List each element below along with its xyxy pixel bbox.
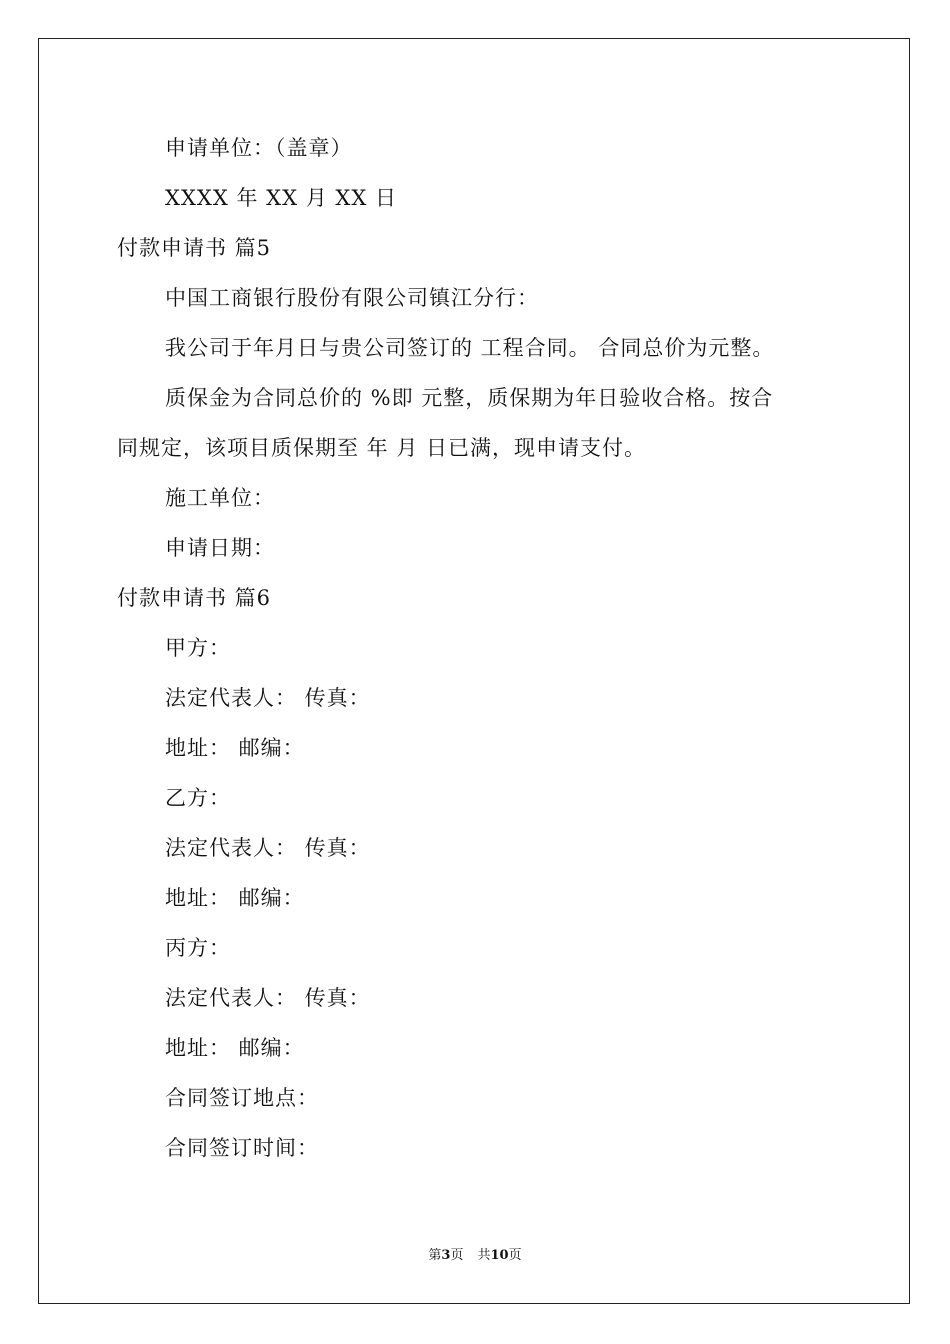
party-b-address-postcode: 地址： 邮编： xyxy=(165,886,305,910)
party-b-label: 乙方： xyxy=(165,786,231,810)
recipient-bank-line: 中国工商银行股份有限公司镇江分行： xyxy=(165,286,539,310)
contract-paragraph: 我公司于年月日与贵公司签订的 工程合同。 合同总价为元整。 xyxy=(165,336,775,360)
contract-signing-time: 合同签订时间： xyxy=(165,1136,319,1160)
applicant-seal-line: 申请单位：（盖章） xyxy=(165,136,353,160)
total-prefix: 共 xyxy=(477,1248,491,1263)
page-suffix: 页 xyxy=(450,1248,464,1263)
party-b-representative-fax: 法定代表人： 传真： xyxy=(165,836,371,860)
warranty-paragraph-line-2: 同规定，该项目质保期至 年 月 日已满，现申请支付。 xyxy=(117,436,647,460)
page-border xyxy=(38,38,910,1304)
party-c-address-postcode: 地址： 邮编： xyxy=(165,1036,305,1060)
party-c-representative-fax: 法定代表人： 传真： xyxy=(165,986,371,1010)
section-heading-6: 付款申请书 篇6 xyxy=(117,586,272,610)
party-a-label: 甲方： xyxy=(165,636,231,660)
application-date-line: 申请日期： xyxy=(165,536,275,560)
page-prefix: 第 xyxy=(428,1248,442,1263)
warranty-paragraph-line-1: 质保金为合同总价的 %即 元整，质保期为年日验收合格。按合 xyxy=(165,386,774,410)
date-line: XXXX 年 XX 月 XX 日 xyxy=(165,186,397,210)
total-suffix: 页 xyxy=(508,1248,522,1263)
current-page-number: 3 xyxy=(441,1248,451,1263)
section-heading-5: 付款申请书 篇5 xyxy=(117,236,272,260)
party-a-representative-fax: 法定代表人： 传真： xyxy=(165,686,371,710)
page-footer xyxy=(0,1248,950,1264)
total-page-count: 10 xyxy=(490,1248,509,1263)
contract-signing-place: 合同签订地点： xyxy=(165,1086,319,1110)
construction-unit-line: 施工单位： xyxy=(165,486,275,510)
party-a-address-postcode: 地址： 邮编： xyxy=(165,736,305,760)
party-c-label: 丙方： xyxy=(165,936,231,960)
